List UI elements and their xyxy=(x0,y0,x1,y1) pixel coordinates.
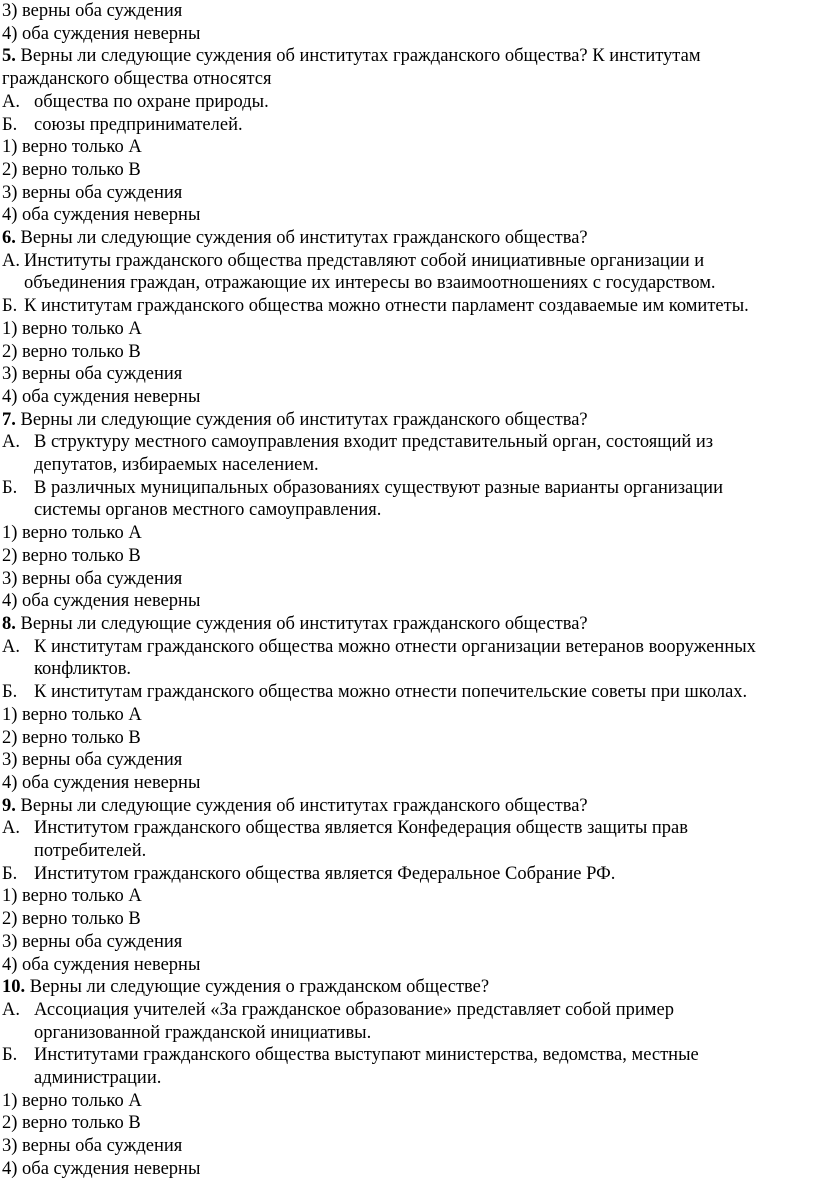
question-text-continued: гражданского общества относятся xyxy=(2,69,272,90)
question-8 xyxy=(2,613,808,795)
statement-text: Институтами гражданского общества выступают министерства, ведомства, местные xyxy=(34,1045,699,1066)
statement-label: Б. xyxy=(2,863,18,884)
question-6 xyxy=(2,227,808,409)
question-number: 7. xyxy=(2,409,16,430)
answer-option: 2) верно только В xyxy=(2,909,141,930)
statement-b xyxy=(2,295,808,318)
question-text: 5. Верны ли следующие суждения об институтах гражданского общества? К институтам xyxy=(2,46,701,67)
answer-option: 2) верно только В xyxy=(2,341,141,362)
statement-label: А. xyxy=(2,636,20,657)
question-number: 10. xyxy=(2,977,26,998)
answer-option: 1) верно только А xyxy=(2,318,142,339)
answer-option: 4) оба суждения неверны xyxy=(2,954,201,975)
statement-label: Б. xyxy=(2,682,18,703)
statement-text-continued: потребителей. xyxy=(34,841,147,862)
statement-a xyxy=(2,636,808,681)
answer-option: 1) верно только А xyxy=(2,137,142,158)
statement-text: союзы предпринимателей. xyxy=(34,114,243,135)
answer-option: 3) верны оба суждения xyxy=(2,1,183,21)
statement-text: Институтом гражданского общества является Конфедерация обществ защиты прав xyxy=(34,818,688,839)
question-number: 8. xyxy=(2,613,16,634)
answer-option: 2) верно только В xyxy=(2,1113,141,1134)
statement-label: Б. xyxy=(2,296,18,317)
answer-option: 2) верно только В xyxy=(2,545,141,566)
statement-b xyxy=(2,1044,808,1089)
statement-text-continued: объединения граждан, отражающие их интересы во взаимоотношениях с государством. xyxy=(24,273,716,294)
question-9 xyxy=(2,795,808,977)
question-number: 6. xyxy=(2,228,16,249)
statement-text: К институтам гражданского общества можно отнести организации ветеранов вооруженных xyxy=(34,636,756,657)
statement-text: Ассоциация учителей «За гражданское образование» представляет собой пример xyxy=(34,999,674,1020)
statement-text: К институтам гражданского общества можно отнести парламент создаваемые им комитеты. xyxy=(24,296,749,317)
answer-option: 4) оба суждения неверны xyxy=(2,772,201,793)
statement-label: А. xyxy=(2,818,20,839)
statement-text: В различных муниципальных образованиях существуют разные варианты организации xyxy=(34,477,723,498)
statement-a xyxy=(2,817,808,862)
question-number: 5. xyxy=(2,46,16,67)
question-text: 6. Верны ли следующие суждения об институтах гражданского общества? xyxy=(2,228,588,249)
question-10 xyxy=(2,976,808,1180)
statement-text: В структуру местного самоуправления входит представительный орган, состоящий из xyxy=(34,432,714,453)
answer-option: 4) оба суждения неверны xyxy=(2,1158,201,1179)
answer-option: 3) верны оба суждения xyxy=(2,750,183,771)
answer-option: 1) верно только А xyxy=(2,886,142,907)
statement-a xyxy=(2,91,808,114)
answer-option: 2) верно только В xyxy=(2,159,141,180)
statement-label: Б. xyxy=(2,1045,18,1066)
statement-text-continued: конфликтов. xyxy=(34,659,132,680)
answer-option: 3) верны оба суждения xyxy=(2,931,183,952)
statement-text-continued: депутатов, избираемых населением. xyxy=(34,455,319,476)
statement-a xyxy=(2,431,808,476)
statement-label: А. xyxy=(2,999,20,1020)
statement-a xyxy=(2,999,808,1044)
question-5 xyxy=(2,45,808,227)
statement-text-continued: администрации. xyxy=(34,1068,162,1089)
statement-text-continued: организованной гражданской инициативы. xyxy=(34,1022,372,1043)
question-text: 9. Верны ли следующие суждения об институтах гражданского общества? xyxy=(2,795,588,816)
statement-label: А. xyxy=(2,91,20,112)
statement-text-continued: системы органов местного самоуправления. xyxy=(34,500,382,521)
answer-option: 4) оба суждения неверны xyxy=(2,386,201,407)
statement-label: Б. xyxy=(2,114,18,135)
statement-text: Институты гражданского общества представляют собой инициативные организации и xyxy=(24,250,705,271)
statement-label: А. xyxy=(2,250,20,271)
statement-label: А. xyxy=(2,432,20,453)
answer-option: 2) верно только В xyxy=(2,727,141,748)
answer-option: 4) оба суждения неверны xyxy=(2,591,201,612)
statement-text: Институтом гражданского общества является Федеральное Собрание РФ. xyxy=(34,863,616,884)
answer-option: 3) верны оба суждения xyxy=(2,364,183,385)
answer-option: 4) оба суждения неверны xyxy=(2,205,201,226)
document-page xyxy=(2,0,808,1181)
answer-option: 3) верны оба суждения xyxy=(2,568,183,589)
statement-b xyxy=(2,863,808,886)
answer-option: 4) оба суждения неверны xyxy=(2,23,201,44)
statement-text: К институтам гражданского общества можно отнести попечительские советы при школах. xyxy=(34,682,748,703)
answer-option: 3) верны оба суждения xyxy=(2,182,183,203)
statement-text: общества по охране природы. xyxy=(34,91,269,112)
answer-option: 3) верны оба суждения xyxy=(2,1136,183,1157)
statement-b xyxy=(2,681,808,704)
question-number: 9. xyxy=(2,795,16,816)
question-text: 7. Верны ли следующие суждения об институтах гражданского общества? xyxy=(2,409,588,430)
statement-label: Б. xyxy=(2,477,18,498)
statement-b xyxy=(2,477,808,522)
answer-option: 1) верно только А xyxy=(2,1090,142,1111)
statement-b xyxy=(2,114,808,137)
question-text: 10. Верны ли следующие суждения о гражданском обществе? xyxy=(2,977,490,998)
question-7 xyxy=(2,409,808,613)
answer-option: 1) верно только А xyxy=(2,704,142,725)
answer-option: 1) верно только А xyxy=(2,523,142,544)
question-text: 8. Верны ли следующие суждения об институтах гражданского общества? xyxy=(2,613,588,634)
statement-a xyxy=(2,250,808,295)
